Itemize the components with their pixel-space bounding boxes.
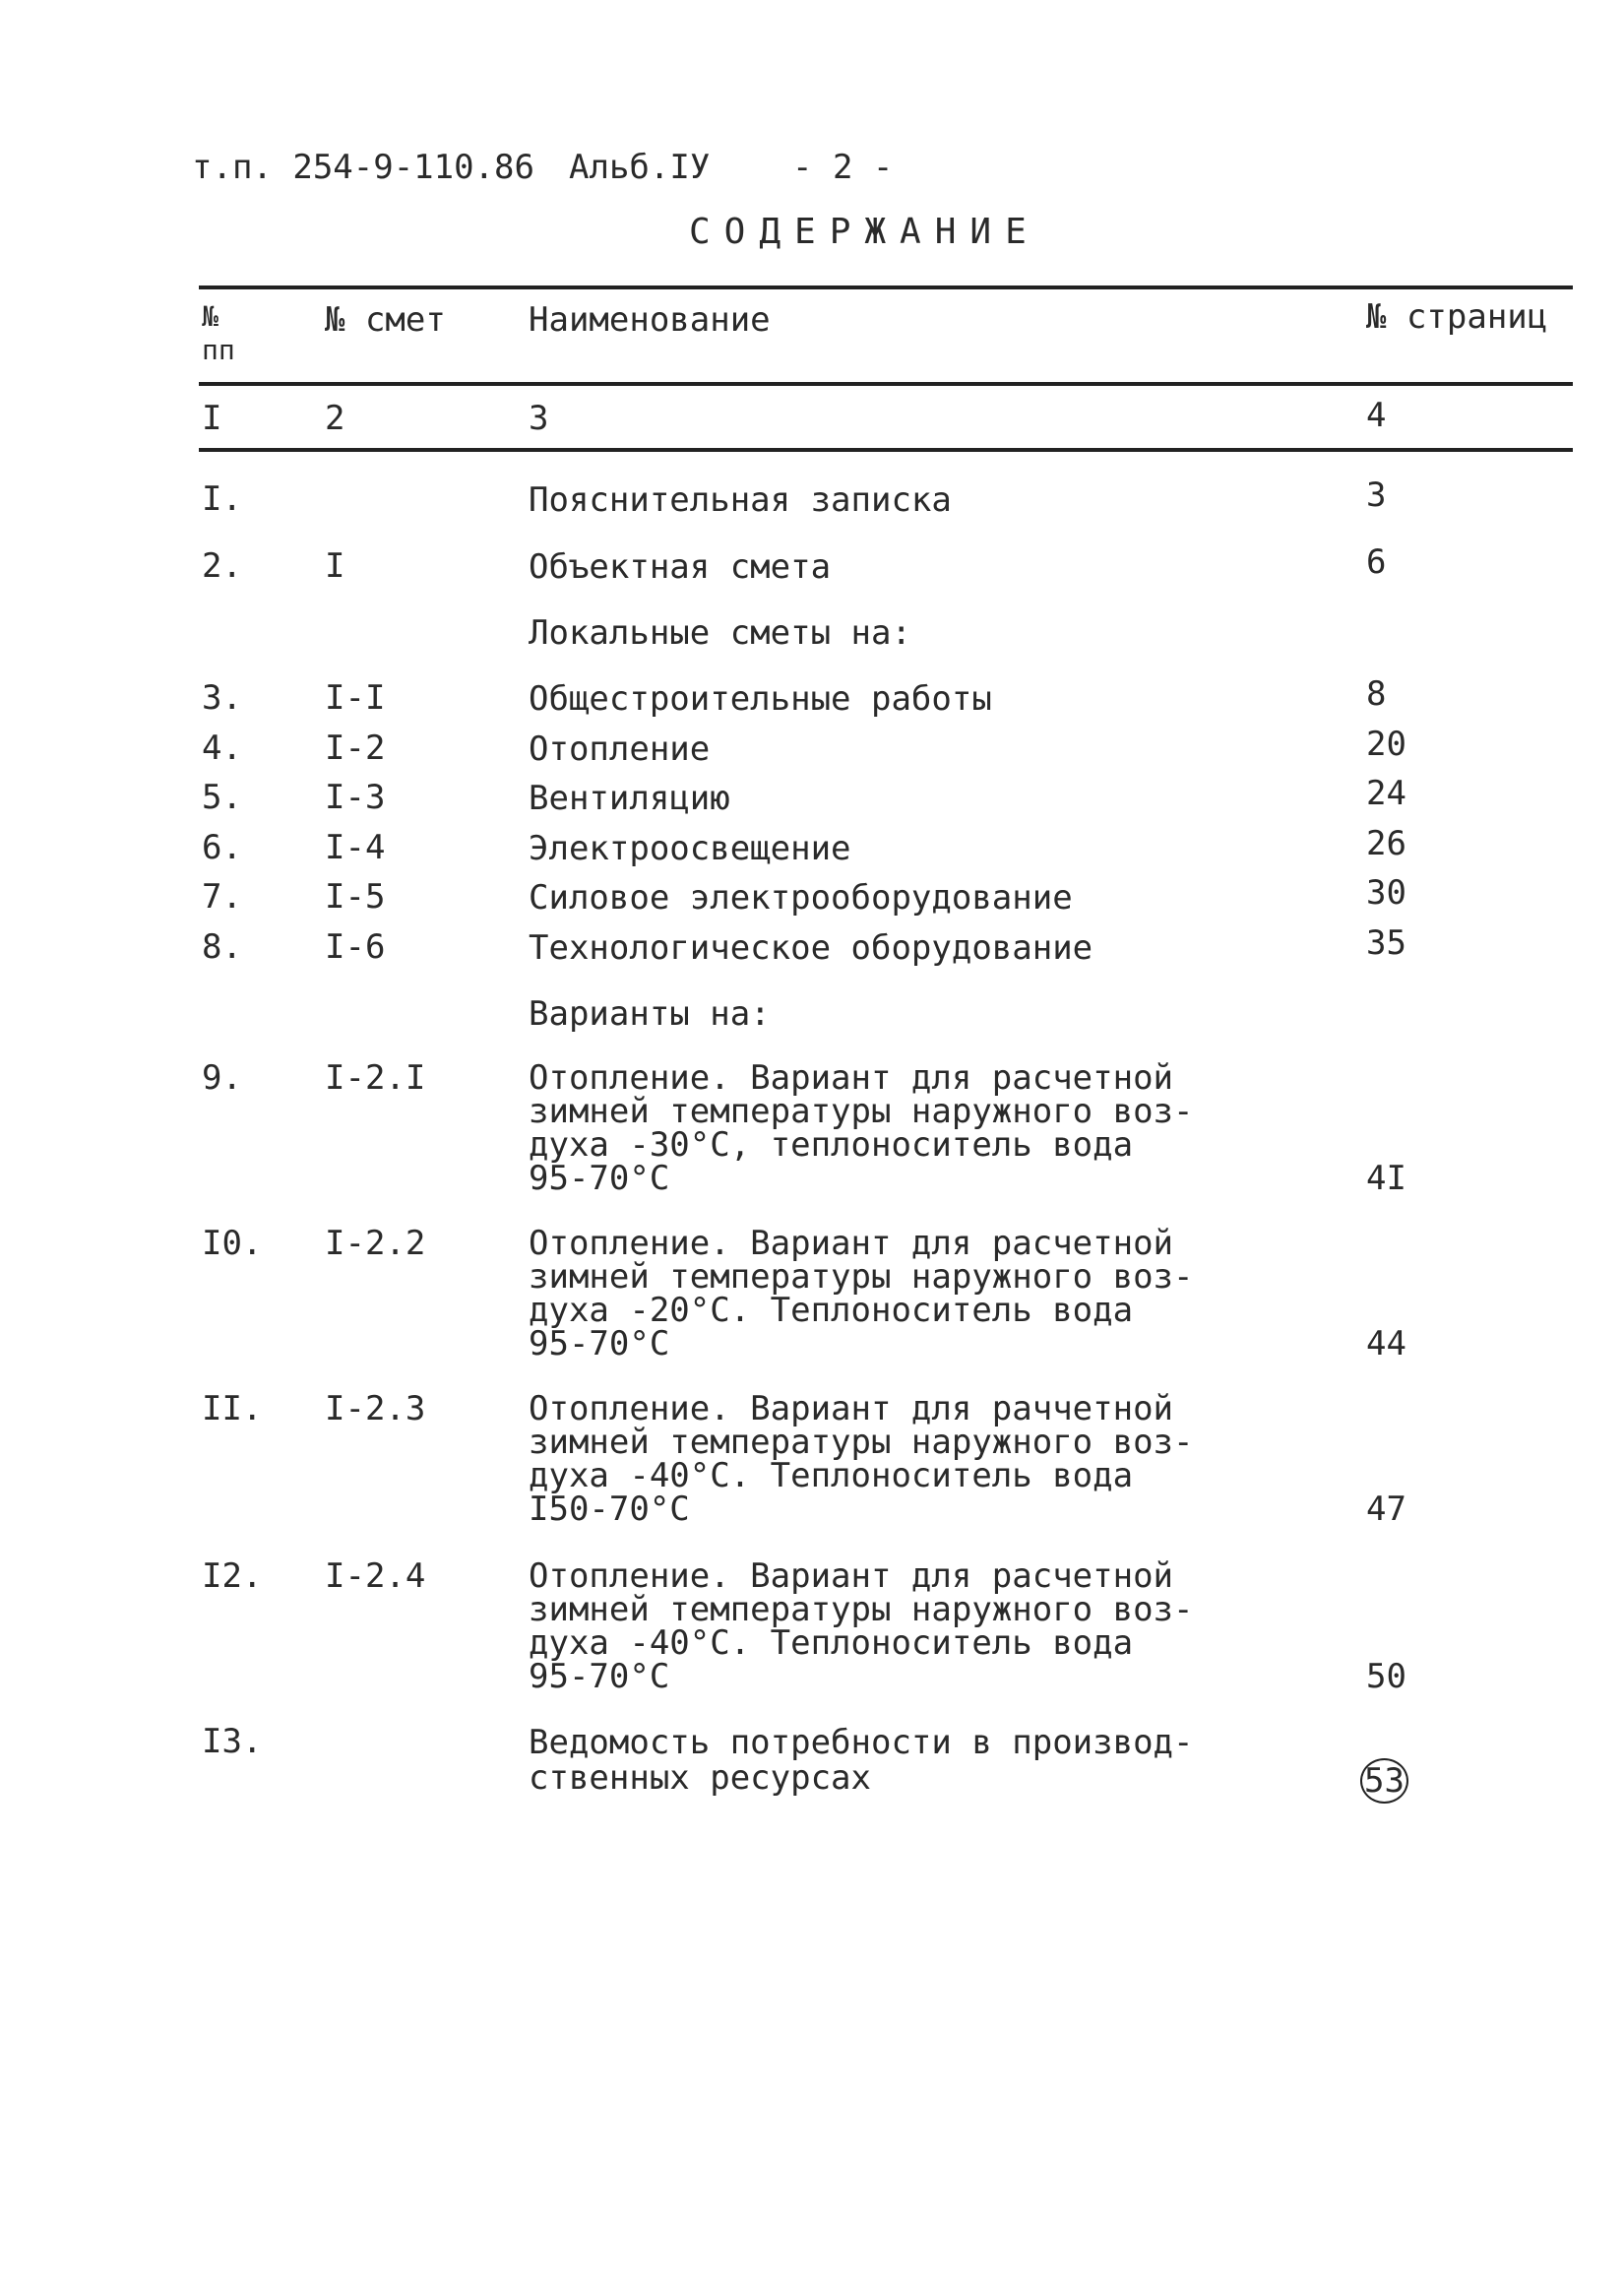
row-estimate-number: I-2.I xyxy=(325,1058,426,1098)
row-item-number: II. xyxy=(202,1389,263,1428)
row-name: Варианты на: xyxy=(529,994,771,1034)
row-estimate-number: I xyxy=(325,546,345,586)
row-page-number: 50 xyxy=(1366,1657,1406,1696)
row-estimate-number: I-6 xyxy=(325,927,386,967)
col-number-1: I xyxy=(202,399,222,438)
row-item-number: 2. xyxy=(202,546,242,586)
row-estimate-number: I-3 xyxy=(325,778,386,817)
row-page-number: 24 xyxy=(1366,774,1406,813)
row-item-number: 8. xyxy=(202,927,242,967)
row-page-number: 4I xyxy=(1366,1159,1406,1198)
row-item-number: 3. xyxy=(202,678,242,718)
row-estimate-number: I-2.3 xyxy=(325,1389,426,1428)
row-page-number: 35 xyxy=(1366,923,1406,963)
page-title: СОДЕРЖАНИЕ xyxy=(689,212,1040,252)
row-item-number: 7. xyxy=(202,877,242,917)
row-estimate-number: I-2.4 xyxy=(325,1556,426,1596)
row-page-number: 26 xyxy=(1366,824,1406,863)
row-name: Отопление. Вариант для расчетной зимней температуры наружного воз- духа -30°С, теплоноситель вода 95-70°С xyxy=(529,1058,1194,1198)
row-estimate-number: I-2.2 xyxy=(325,1224,426,1263)
row-item-number: I3. xyxy=(202,1722,263,1761)
row-estimate-number: I-4 xyxy=(325,828,386,867)
col-number-4: 4 xyxy=(1366,396,1387,435)
row-page-number: 47 xyxy=(1366,1490,1406,1529)
row-name: Локальные сметы на: xyxy=(529,613,911,653)
row-page-number: 3 xyxy=(1366,475,1387,515)
row-item-number: I0. xyxy=(202,1224,263,1263)
row-name: Отопление. Вариант для расчетной зимней температуры наружного воз- духа -20°С. Теплоноситель вода 95-70°С xyxy=(529,1224,1194,1363)
table-top-rule xyxy=(199,285,1573,289)
row-item-number: 5. xyxy=(202,778,242,817)
row-name: Ведомость потребности в производ- ственных ресурсах xyxy=(529,1723,1194,1798)
page-number: - 2 - xyxy=(792,148,894,187)
row-name: Электроосвещение xyxy=(529,829,851,868)
row-page-number: 30 xyxy=(1366,873,1406,913)
row-name: Отопление. Вариант для раччетной зимней температуры наружного воз- духа -40°С. Теплоноситель вода I50-70°С xyxy=(529,1389,1194,1529)
row-estimate-number: I-5 xyxy=(325,877,386,917)
numbers-rule xyxy=(199,448,1573,452)
row-page-number: 53 xyxy=(1360,1758,1408,1804)
row-name: Вентиляцию xyxy=(529,779,730,818)
row-name: Пояснительная записка xyxy=(529,480,952,520)
header-rule xyxy=(199,382,1573,386)
row-item-number: I2. xyxy=(202,1556,263,1596)
col-header-pages: № страниц xyxy=(1366,297,1548,337)
row-item-number: 9. xyxy=(202,1058,242,1098)
col-number-3: 3 xyxy=(529,399,549,438)
row-item-number: I. xyxy=(202,479,242,519)
row-page-number: 8 xyxy=(1366,674,1387,714)
document-code: т.п. 254-9-110.86 xyxy=(192,148,534,187)
row-estimate-number: I-2 xyxy=(325,729,386,768)
row-estimate-number: I-I xyxy=(325,678,386,718)
row-page-number: 6 xyxy=(1366,542,1387,582)
row-item-number: 6. xyxy=(202,828,242,867)
row-name: Отопление. Вариант для расчетной зимней температуры наружного воз- духа -40°С. Теплоноситель вода 95-70°С xyxy=(529,1556,1194,1696)
row-name: Технологическое оборудование xyxy=(529,928,1093,968)
col-number-2: 2 xyxy=(325,399,345,438)
row-name: Общестроительные работы xyxy=(529,679,992,719)
col-header-estimate-no: № смет xyxy=(325,300,446,340)
row-name: Отопление xyxy=(529,729,711,769)
row-item-number: 4. xyxy=(202,729,242,768)
col-header-name: Наименование xyxy=(529,300,771,340)
album-number: Альб.IУ xyxy=(569,148,711,187)
col-header-item-no: № пп xyxy=(202,300,235,366)
row-name: Силовое электрооборудование xyxy=(529,878,1073,918)
row-name: Объектная смета xyxy=(529,547,832,587)
row-page-number: 20 xyxy=(1366,725,1406,764)
row-page-number: 44 xyxy=(1366,1324,1406,1363)
